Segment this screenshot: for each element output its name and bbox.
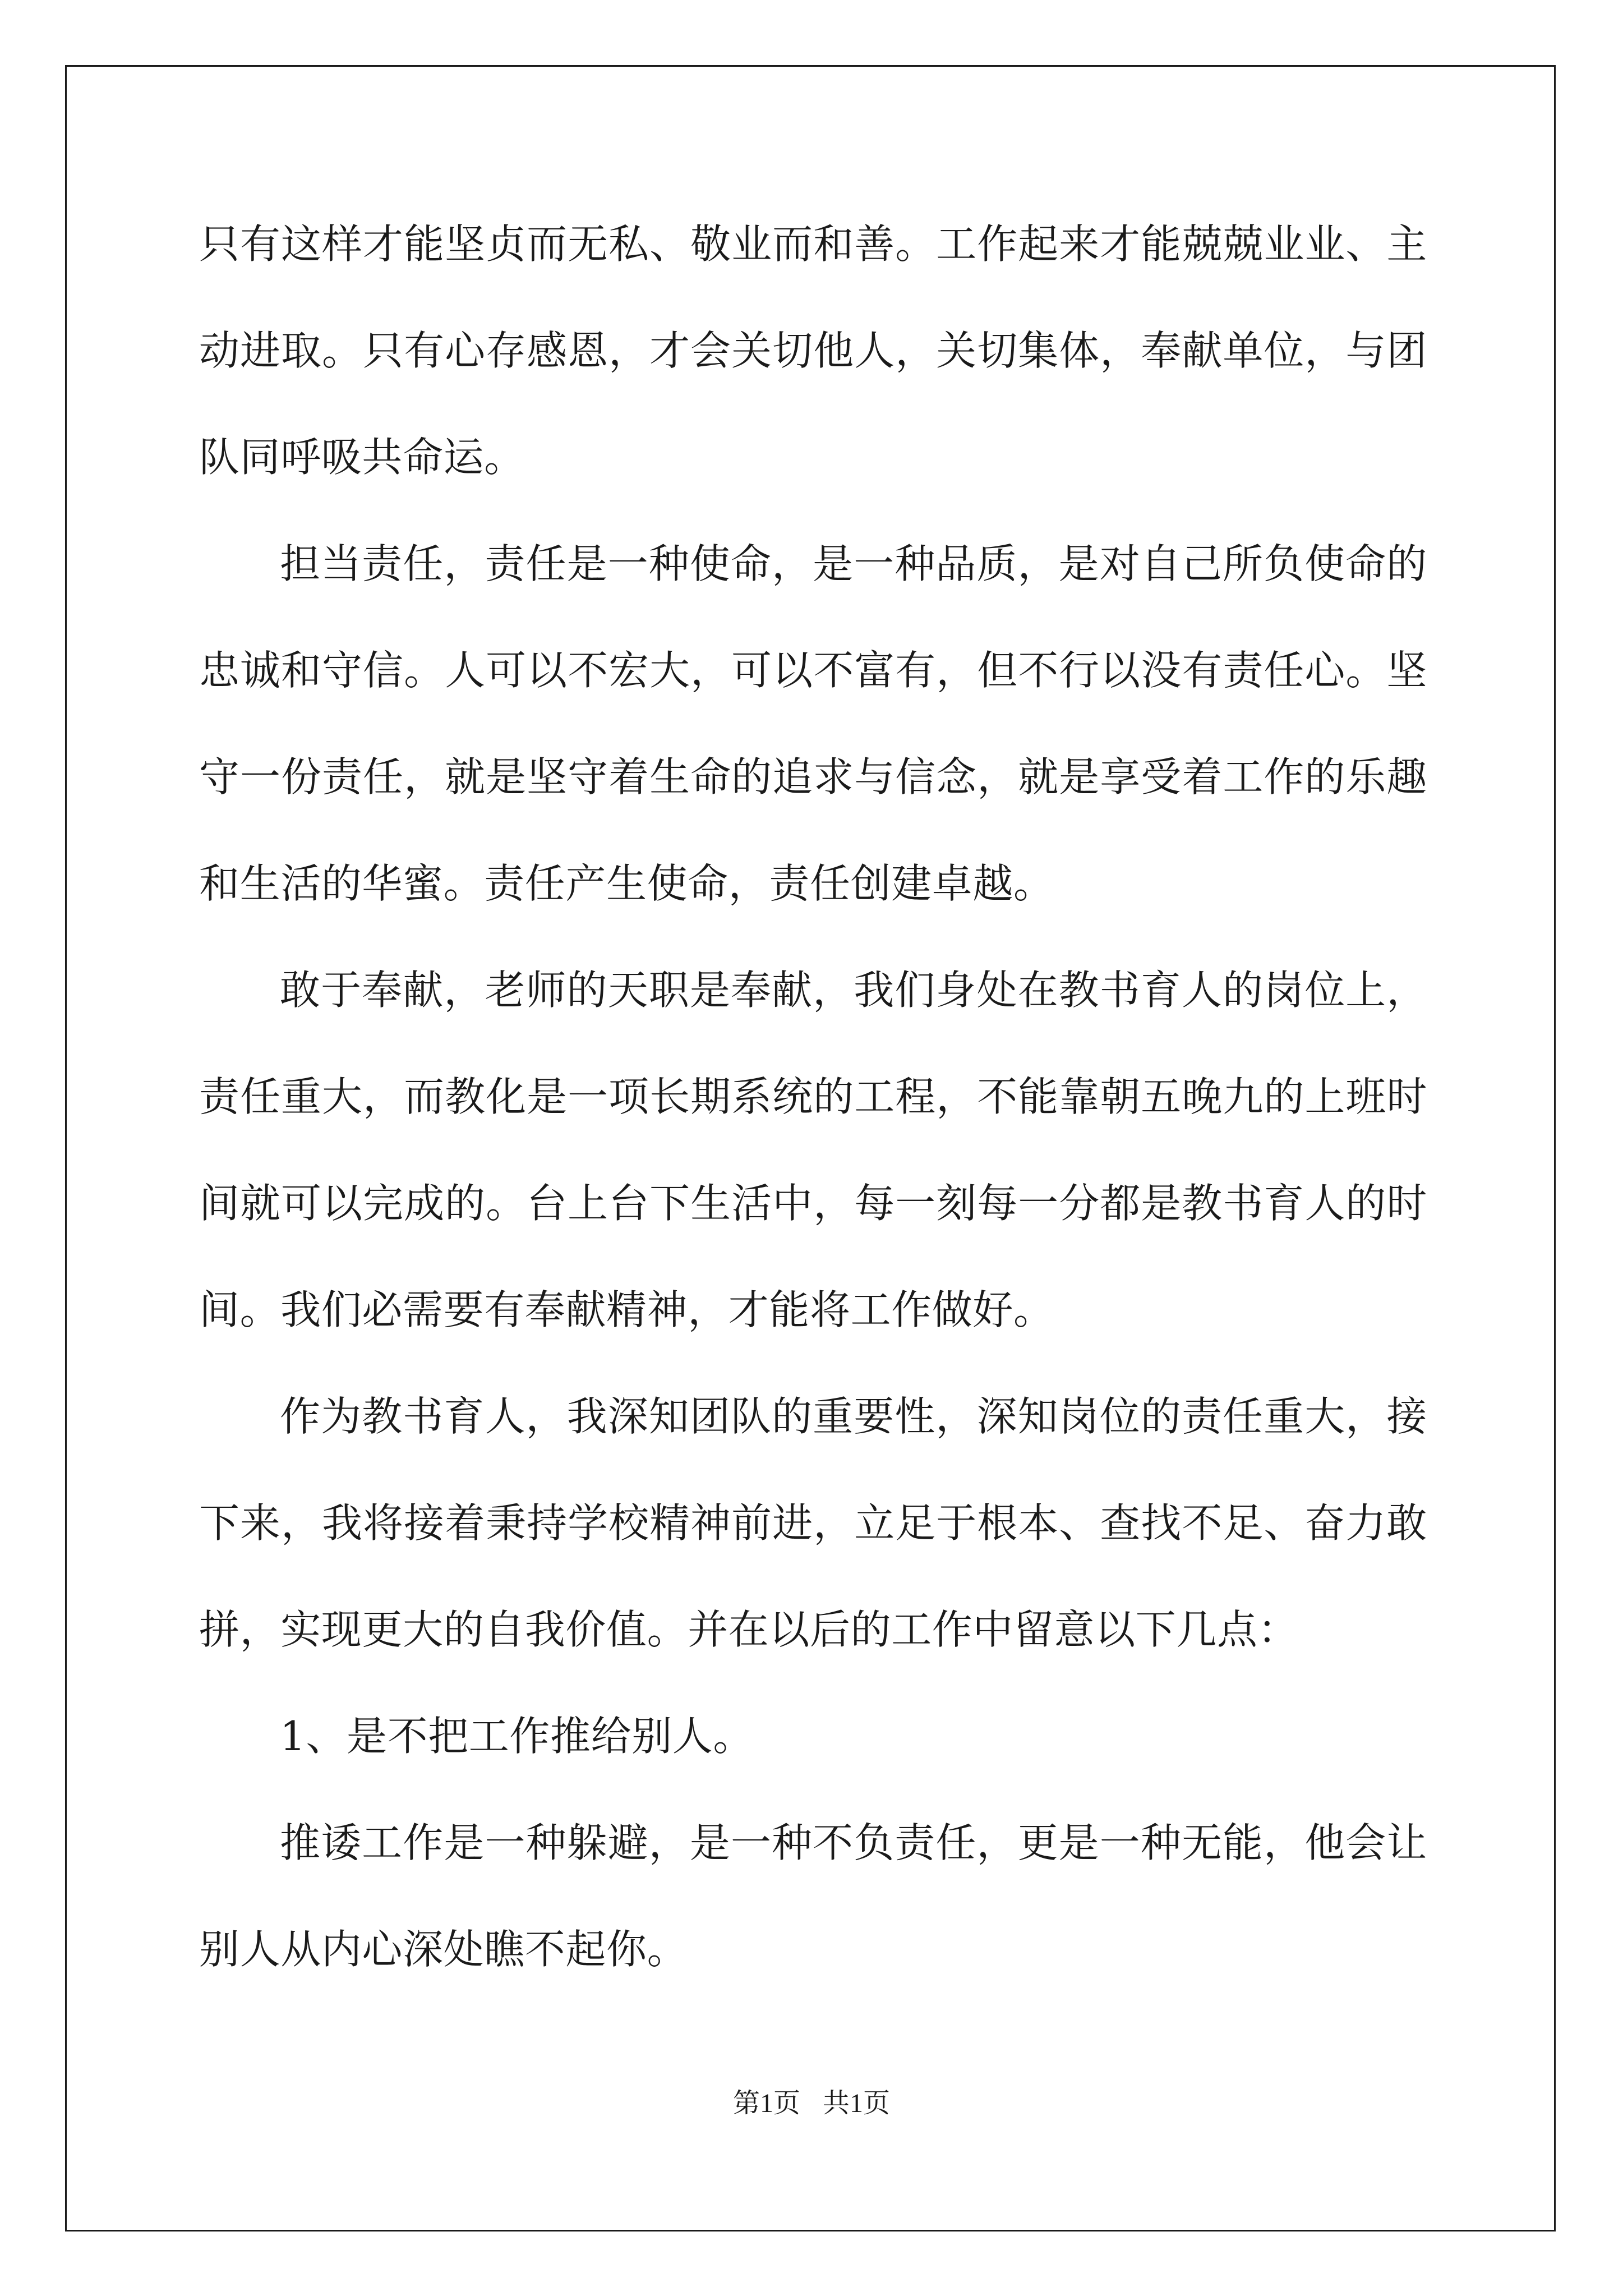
page-number: 第1页 xyxy=(732,2088,800,2118)
page-total: 共1页 xyxy=(823,2088,891,2118)
page-footer xyxy=(0,2081,1623,2120)
paragraph-5: 推诿工作是一种躲避，是一种不负责任，更是一种无能，他会让别人从内心深处瞧不起你。 xyxy=(199,1819,1427,1973)
paragraph-2: 担当责任，责任是一种使命，是一种品质，是对自己所负使命的忠诚和守信。人可以不宏大，可以不富有，但不行以没有责任心。坚守一份责任，就是坚守着生命的追求与信念，就是享受着工作的乐趣和生活的华蜜。责任产生使命，责任创建卓越。 xyxy=(199,540,1427,907)
paragraph-4: 作为教书育人，我深知团队的重要性，深知岗位的责任重大，接下来，我将接着秉持学校精神前进，立足于根本、查找不足、奋力敢拼，实现更大的自我价值。并在以后的工作中留意以下几点： xyxy=(199,1393,1427,1653)
paragraph-1: 只有这样才能坚贞而无私、敬业而和善。工作起来才能兢兢业业、主动进取。只有心存感恩，才会关切他人，关切集体，奉献单位，与团队同呼吸共命运。 xyxy=(199,220,1427,481)
paragraph-3: 敢于奉献，老师的天职是奉献，我们身处在教书育人的岗位上，责任重大，而教化是一项长期系统的工程，不能靠朝五晚九的上班时间就可以完成的。台上台下生活中，每一刻每一分都是教书育人的时间。我们必需要有奉献精神，才能将工作做好。 xyxy=(199,967,1427,1333)
list-item-1: 1、是不把工作推给别人。 xyxy=(280,1713,754,1760)
document-body xyxy=(199,191,1427,2003)
